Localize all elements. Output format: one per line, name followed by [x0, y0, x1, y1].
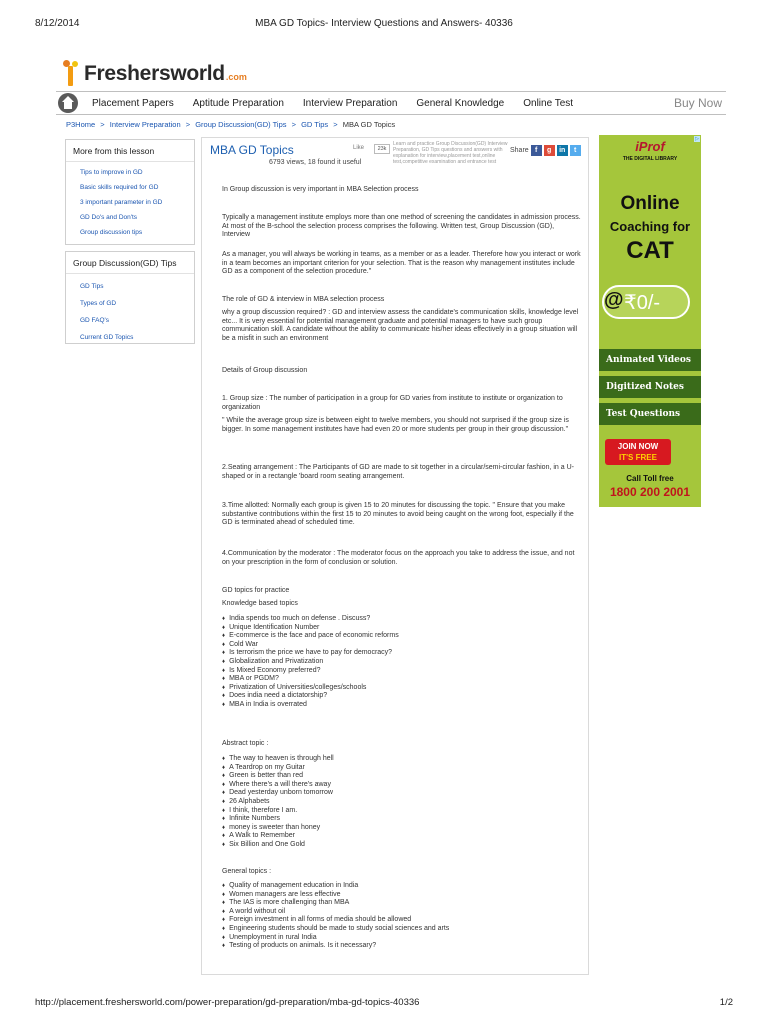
article-panel — [201, 137, 589, 975]
abstract-heading: Abstract topic : — [222, 740, 269, 747]
sidebar-link-gd-faqs[interactable]: GD FAQ's — [80, 317, 110, 324]
practice-heading: GD topics for practice — [222, 587, 290, 594]
logo-mark-icon — [62, 60, 82, 86]
ad-line-online: Online — [620, 193, 680, 214]
breadcrumb-separator: > — [185, 120, 191, 129]
sidebar-gd-heading: Group Discussion(GD) Tips — [66, 252, 194, 274]
ad-toll-number: 1800 200 2001 — [609, 485, 691, 499]
article-paragraph: 2.Seating arrangement : The Participants of GD are made to sit together in a circular/semi-circular fashion, in a U-shaped or in a rectangle 'board room seating arrangement. — [222, 464, 574, 480]
list-item: ♦ A world without oil — [222, 908, 582, 917]
general-heading: General topics : — [222, 868, 272, 875]
ad-free-label: IT'S FREE — [619, 453, 657, 462]
sidebar-link-types-of-gd[interactable]: Types of GD — [80, 300, 117, 307]
sidebar-link-dos-donts[interactable]: GD Do's and Don'ts — [80, 214, 138, 221]
list-item: ♦ A Walk to Remember — [222, 832, 582, 841]
facebook-icon[interactable]: f — [531, 145, 542, 156]
like-count: 23k — [374, 144, 390, 154]
article-paragraph: 4.Communication by the moderator : The moderator focus on the approach you take to address the issue, and not on your prescription in the form of conclusion or solution. — [222, 550, 575, 566]
knowledge-heading: Knowledge based topics — [222, 600, 298, 607]
ad-line-cat: CAT — [626, 237, 674, 264]
print-url: http://placement.freshersworld.com/power-preparation/gd-preparation/mba-gd-topics-40336 — [35, 997, 420, 1008]
list-item: ♦ 26 Alphabets — [222, 798, 582, 807]
list-item: ♦ Infinite Numbers — [222, 815, 582, 824]
google-plus-icon[interactable]: g — [544, 145, 555, 156]
article-meta-description: Learn and practice Group Discussion(GD) Interview Preparation, GD Tips questions and answers with explanation for interview,placement test,online test,competitive examination and entrance test — [393, 141, 508, 165]
article-views: 6793 views, 18 found it useful — [269, 159, 362, 166]
list-item: ♦ Where there's a will there's away — [222, 781, 582, 790]
ad-price-at: @ — [604, 289, 624, 311]
sidebar-link-tips-improve[interactable]: Tips to improve in GD — [80, 169, 143, 176]
ad-brand: iProf — [635, 139, 665, 154]
sidebar-gd-box — [65, 251, 195, 344]
list-item: ♦ I think, therefore I am. — [222, 807, 582, 816]
article-paragraph: As a manager, you will always be working in teams, as a member or as a leader. Therefore how you interact or work in a team becomes an important criterion for your selection. That is the reason why management institutes include GD as a component of the selection procedure." — [222, 251, 581, 276]
knowledge-topics-list — [222, 615, 582, 710]
nav-interview-preparation[interactable]: Interview Preparation — [302, 97, 398, 109]
list-item: ♦ Foreign investment in all forms of media should be allowed — [222, 916, 582, 925]
list-item: ♦ E-commerce is the face and pace of economic reforms — [222, 632, 582, 641]
details-heading: Details of Group discussion — [222, 367, 308, 374]
article-paragraph: why a group discussion required? : GD and interview assess the candidate's communication skills, knowledge level etc... It is very essential for potential management graduate and potential managers to have such group communication skill. A candidate without the ability to communicate his/her ideas effectively in a group situation will be a misfit in such an environment — [222, 309, 579, 342]
ad-choices-icon[interactable]: ▷ — [695, 136, 699, 142]
buy-now-link[interactable]: Buy Now — [673, 96, 722, 110]
sidebar-lesson-box — [65, 139, 195, 245]
home-icon[interactable] — [58, 93, 78, 113]
list-item: ♦ Unique Identification Number — [222, 624, 582, 633]
twitter-icon[interactable]: t — [570, 145, 581, 156]
list-item: ♦ Globalization and Privatization — [222, 658, 582, 667]
ad-feature: Test Questions — [599, 403, 701, 425]
nav-aptitude-preparation[interactable]: Aptitude Preparation — [192, 97, 284, 109]
ad-brand-sub: THE DIGITAL LIBRARY — [622, 156, 678, 162]
list-item: ♦ Is Mixed Economy preferred? — [222, 667, 582, 676]
list-item: ♦ Women managers are less effective — [222, 891, 582, 900]
list-item: ♦ money is sweeter than honey — [222, 824, 582, 833]
ad-join-label: JOIN NOW — [617, 442, 659, 451]
list-item: ♦ Cold War — [222, 641, 582, 650]
breadcrumb-gd-tips[interactable]: GD Tips — [301, 120, 329, 129]
list-item: ♦ Testing of products on animals. Is it necessary? — [222, 942, 582, 951]
list-item: ♦ Six Billion and One Gold — [222, 841, 582, 850]
nav-placement-papers[interactable]: Placement Papers — [92, 97, 174, 109]
ad-line-coaching: Coaching for — [609, 219, 691, 234]
article-paragraph: Typically a management institute employs more than one method of screening the candidates in admission process. At most of the B-school the selection process comprises the following. Written test, Group Discussion (GD), Interview — [222, 214, 581, 239]
breadcrumb-separator: > — [100, 120, 105, 129]
sidebar-link-gd-tips-item[interactable]: GD Tips — [80, 283, 104, 290]
list-item: ♦ MBA in India is overrated — [222, 701, 582, 710]
print-date: 8/12/2014 — [35, 18, 80, 29]
sidebar-lesson-heading: More from this lesson — [66, 140, 194, 162]
nav-online-test[interactable]: Online Test — [523, 97, 574, 109]
sidebar-link-important-parameter[interactable]: 3 important parameter in GD — [80, 199, 163, 206]
article-paragraph: 3.Time allotted: Normally each group is given 15 to 20 minutes for discussing the topic. " Ensure that you make substantive contributions within the first 15 to 20 minutes to avoid being caught on the wrong foot, especially if the GD is terminated ahead of scheduled time. — [222, 502, 574, 527]
list-item: ♦ A Teardrop on my Guitar — [222, 764, 582, 773]
share-label: Share — [510, 147, 529, 154]
abstract-topics-list — [222, 755, 582, 850]
list-item: ♦ The way to heaven is through hell — [222, 755, 582, 764]
logo-suffix: .com — [225, 72, 247, 82]
ad-join-button[interactable] — [605, 439, 671, 465]
list-item: ♦ Quality of management education in India — [222, 882, 582, 891]
ad-feature: Digitized Notes — [599, 376, 701, 398]
print-title: MBA GD Topics- Interview Questions and Answers- 40336 — [255, 18, 513, 29]
breadcrumb-current: MBA GD Topics — [342, 120, 396, 129]
ad-price: ₹0/- — [624, 292, 661, 314]
breadcrumb-home[interactable]: P3Home — [66, 120, 96, 129]
print-page-number: 1/2 — [719, 997, 733, 1008]
list-item: ♦ Is terrorism the price we have to pay for democracy? — [222, 649, 582, 658]
linkedin-icon[interactable]: in — [557, 145, 568, 156]
list-item: ♦ Dead yesterday unborn tomorrow — [222, 789, 582, 798]
breadcrumb-separator: > — [333, 120, 338, 129]
list-item: ♦ MBA or PGDM? — [222, 675, 582, 684]
article-paragraph: " While the average group size is between eight to twelve members, you should not surprised if the group size is bigger. In some management institutes have had even 20 or more students per group in their group discussion." — [222, 417, 569, 433]
breadcrumb-separator: > — [291, 120, 296, 129]
breadcrumb — [66, 120, 398, 129]
main-nav — [56, 91, 726, 115]
sidebar-link-basic-skills[interactable]: Basic skills required for GD — [80, 184, 159, 191]
freshersworld-logo[interactable] — [62, 56, 247, 86]
role-heading: The role of GD & interview in MBA selection process — [222, 296, 385, 303]
print-header — [35, 18, 733, 32]
breadcrumb-gd-tips-section[interactable]: Group Discussion(GD) Tips — [195, 120, 287, 129]
sidebar-link-gd-tips[interactable]: Group discussion tips — [80, 229, 143, 236]
like-button[interactable]: Like — [353, 145, 365, 151]
list-item: ♦ India spends too much on defense . Discuss? — [222, 615, 582, 624]
breadcrumb-interview-preparation[interactable]: Interview Preparation — [109, 120, 181, 129]
list-item: ♦ Unemployment in rural India — [222, 934, 582, 943]
print-footer — [35, 997, 733, 1011]
logo-name: Freshersworld — [84, 62, 225, 85]
nav-general-knowledge[interactable]: General Knowledge — [416, 97, 505, 109]
list-item: ♦ Green is better than red — [222, 772, 582, 781]
ad-feature: Animated Videos — [599, 349, 701, 371]
share-bar — [510, 145, 581, 156]
list-item: ♦ Privatization of Universities/colleges/schools — [222, 684, 582, 693]
general-topics-list — [222, 882, 582, 951]
list-item: ♦ Does india need a dictatorship? — [222, 692, 582, 701]
article-paragraph: 1. Group size : The number of participation in a group for GD varies from institute to institute or organization to organization — [222, 395, 563, 411]
cat-coaching-ad[interactable] — [599, 135, 701, 507]
article-intro: In Group discussion is very important in MBA Selection process — [222, 186, 419, 193]
sidebar-link-current-gd-topics[interactable]: Current GD Topics — [80, 334, 134, 341]
list-item: ♦ The IAS is more challenging than MBA — [222, 899, 582, 908]
ad-toll-label: Call Toll free — [626, 474, 674, 483]
ad-price-badge — [602, 285, 690, 319]
article-title: MBA GD Topics — [210, 143, 294, 157]
list-item: ♦ Engineering students should be made to study social sciences and arts — [222, 925, 582, 934]
